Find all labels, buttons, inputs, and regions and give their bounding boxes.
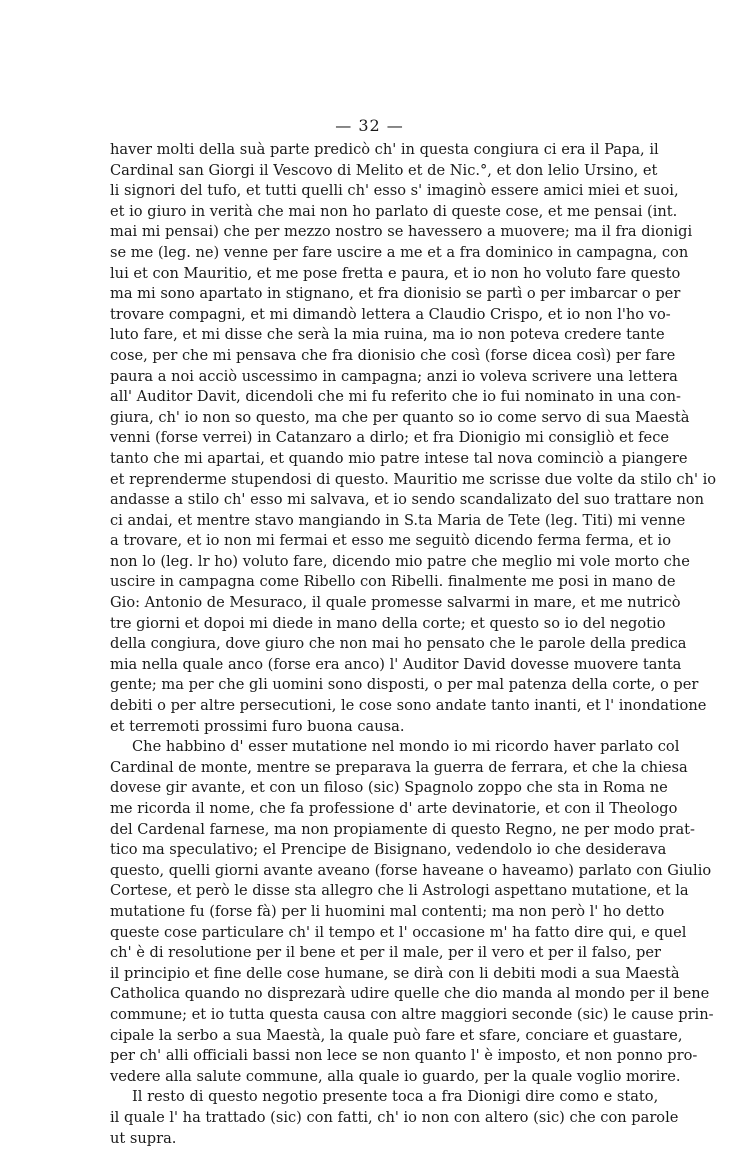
page-number: — 32 — xyxy=(0,116,739,135)
text-line: trovare compagni, et mi dimandò lettera a Claudio Crispo, et io non l'ho vo- xyxy=(110,305,644,326)
text-line: Che habbino d' esser mutatione nel mondo io mi ricordo haver parlato col xyxy=(110,737,644,758)
text-line: mia nella quale anco (forse era anco) l' Auditor David dovesse muovere tanta xyxy=(110,655,644,676)
paragraph-2 xyxy=(110,737,644,1087)
text-line: ci andai, et mentre stavo mangiando in S.ta Maria de Tete (leg. Titi) mi venne xyxy=(110,511,644,532)
text-line: Cardinal de monte, mentre se preparava la guerra de ferrara, et che la chiesa xyxy=(110,758,644,779)
body-text xyxy=(110,140,644,1149)
text-line: Cardinal san Giorgi il Vescovo di Melito et de Nic.°, et don lelio Ursino, et xyxy=(110,161,644,182)
text-line: li signori del tufo, et tutti quelli ch' esso s' imaginò essere amici miei et suoi, xyxy=(110,181,644,202)
text-line: non lo (leg. lr ho) voluto fare, dicendo mio patre che meglio mi vole morto che xyxy=(110,552,644,573)
text-line: Gio: Antonio de Mesuraco, il quale promesse salvarmi in mare, et me nutricò xyxy=(110,593,644,614)
text-line: me ricorda il nome, che fa professione d' arte devinatorie, et con il Theologo xyxy=(110,799,644,820)
text-line: et io giuro in verità che mai non ho parlato di queste cose, et me pensai (int. xyxy=(110,202,644,223)
text-line: cipale la serbo a sua Maestà, la quale può fare et sfare, conciare et guastare, xyxy=(110,1026,644,1047)
text-line: questo, quelli giorni avante aveano (forse haveane o haveamo) parlato con Giulio xyxy=(110,861,644,882)
text-line: tico ma speculativo; el Prencipe de Bisignano, vedendolo io che desiderava xyxy=(110,840,644,861)
text-line: haver molti della suà parte predicò ch' in questa congiura ci era il Papa, il xyxy=(110,140,644,161)
text-line: cose, per che mi pensava che fra dionisio che così (forse dicea così) per fare xyxy=(110,346,644,367)
text-line: giura, ch' io non so questo, ma che per quanto so io come servo di sua Maestà xyxy=(110,408,644,429)
text-line: tre giorni et dopoi mi diede in mano della corte; et questo so io del negotio xyxy=(110,614,644,635)
text-line: debiti o per altre persecutioni, le cose sono andate tanto inanti, et l' inondatione xyxy=(110,696,644,717)
text-line: et terremoti prossimi furo buona causa. xyxy=(110,717,644,738)
paragraph-1 xyxy=(110,140,644,737)
paragraph-3 xyxy=(110,1087,644,1149)
text-line: dovese gir avante, et con un filoso (sic) Spagnolo zoppo che sta in Roma ne xyxy=(110,778,644,799)
text-line: mai mi pensai) che per mezzo nostro se havessero a muovere; ma il fra dionigi xyxy=(110,222,644,243)
text-line: et reprenderme stupendosi di questo. Mauritio me scrisse due volte da stilo ch' io xyxy=(110,470,644,491)
text-line: queste cose particulare ch' il tempo et l' occasione m' ha fatto dire qui, e quel xyxy=(110,923,644,944)
text-line: Cortese, et però le disse sta allegro che li Astrologi aspettano mutatione, et la xyxy=(110,881,644,902)
text-line: paura a noi acciò uscessimo in campagna; anzi io voleva scrivere una lettera xyxy=(110,367,644,388)
text-line: gente; ma per che gli uomini sono disposti, o per mal patenza della corte, o per xyxy=(110,675,644,696)
text-line: Il resto di questo negotio presente toca a fra Dionigi dire como e stato, xyxy=(110,1087,644,1108)
text-line: tanto che mi apartai, et quando mio patre intese tal nova cominciò a piangere xyxy=(110,449,644,470)
text-line: a trovare, et io non mi fermai et esso me seguitò dicendo ferma ferma, et io xyxy=(110,531,644,552)
text-line: Catholica quando no disprezarà udire quelle che dio manda al mondo per il bene xyxy=(110,984,644,1005)
text-line: se me (leg. ne) venne per fare uscire a me et a fra dominico in campagna, con xyxy=(110,243,644,264)
text-line: ut supra. xyxy=(110,1129,644,1149)
text-line: luto fare, et mi disse che serà la mia ruina, ma io non poteva credere tante xyxy=(110,325,644,346)
text-line: il principio et fine delle cose humane, se dirà con li debiti modi a sua Maestà xyxy=(110,964,644,985)
text-line: all' Auditor Davit, dicendoli che mi fu referito che io fui nominato in una con- xyxy=(110,387,644,408)
text-line: del Cardenal farnese, ma non propiamente di questo Regno, ne per modo prat- xyxy=(110,820,644,841)
text-line: mutatione fu (forse fà) per li huomini mal contenti; ma non però l' ho detto xyxy=(110,902,644,923)
text-line: ch' è di resolutione per il bene et per il male, per il vero et per il falso, per xyxy=(110,943,644,964)
text-line: ma mi sono apartato in stignano, et fra dionisio se partì o per imbarcar o per xyxy=(110,284,644,305)
text-line: della congiura, dove giuro che non mai ho pensato che le parole della predica xyxy=(110,634,644,655)
text-line: il quale l' ha trattado (sic) con fatti, ch' io non con altero (sic) che con parole xyxy=(110,1108,644,1129)
text-line: venni (forse verrei) in Catanzaro a dirlo; et fra Dionigio mi consigliò et fece xyxy=(110,428,644,449)
text-line: vedere alla salute commune, alla quale io guardo, per la quale voglio morire. xyxy=(110,1067,644,1088)
text-line: uscire in campagna come Ribello con Ribelli. finalmente me posi in mano de xyxy=(110,572,644,593)
text-line: andasse a stilo ch' esso mi salvava, et io sendo scandalizato del suo trattare non xyxy=(110,490,644,511)
text-line: commune; et io tutta questa causa con altre maggiori seconde (sic) le cause prin- xyxy=(110,1005,644,1026)
text-line: lui et con Mauritio, et me pose fretta e paura, et io non ho voluto fare questo xyxy=(110,264,644,285)
text-line: per ch' alli officiali bassi non lece se non quanto l' è imposto, et non ponno pro- xyxy=(110,1046,644,1067)
